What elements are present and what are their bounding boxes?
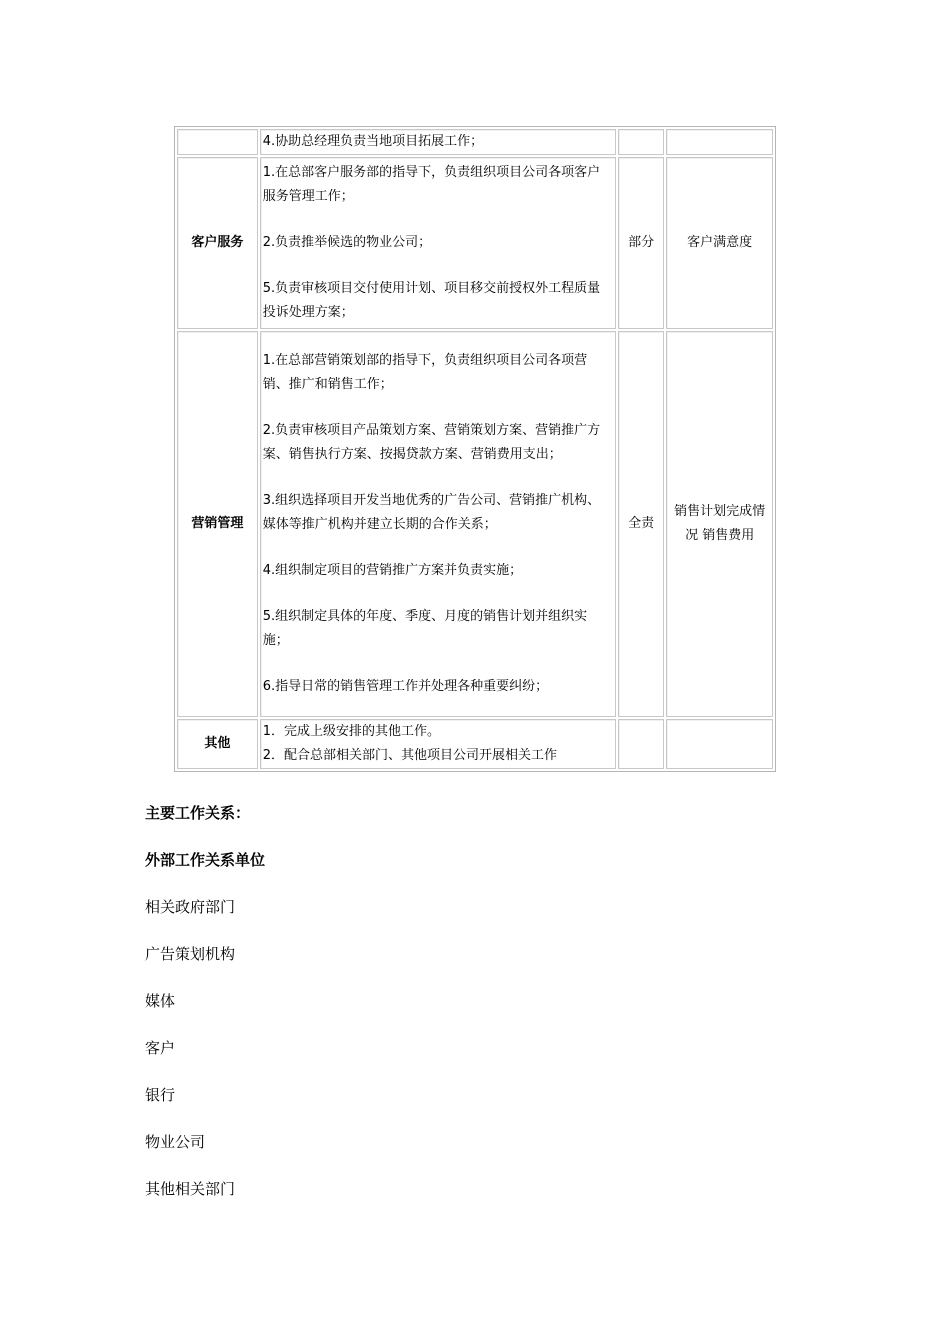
responsibility-cell (618, 719, 665, 769)
kpi-cell (666, 129, 773, 155)
responsibility-cell: 部分 (618, 157, 665, 329)
external-relations-heading: 外部工作关系单位 (145, 851, 266, 869)
duty-item: 6.指导日常的销售管理工作并处理各种重要纠纷； (262, 679, 549, 694)
table-row (177, 157, 773, 329)
external-unit: 其他相关部门 (145, 1180, 236, 1198)
external-unit: 物业公司 (145, 1133, 206, 1151)
category-cell: 营销管理 (177, 331, 258, 717)
responsibility-cell (618, 129, 665, 155)
duty-item: 2.负责推举候选的物业公司； (262, 235, 432, 250)
table-row (177, 719, 773, 769)
category-cell: 其他 (177, 719, 258, 769)
table-row (177, 331, 773, 717)
duty-item: 5.组织制定具体的年度、季度、月度的销售计划并组织实施； (262, 609, 588, 648)
duty-cell (260, 157, 616, 329)
external-unit: 银行 (145, 1086, 176, 1104)
duty-item: 2．配合总部相关部门、其他项目公司开展相关工作 (262, 748, 558, 763)
external-unit: 广告策划机构 (145, 945, 236, 963)
kpi-cell (666, 719, 773, 769)
external-unit: 相关政府部门 (145, 898, 236, 916)
responsibility-cell: 全责 (618, 331, 665, 717)
duty-item: 1．完成上级安排的其他工作。 (262, 724, 441, 739)
duty-table (174, 126, 776, 772)
kpi-cell (666, 331, 773, 717)
table-row (177, 129, 773, 155)
duty-cell (260, 331, 616, 717)
relations-heading: 主要工作关系： (145, 804, 251, 822)
external-unit: 客户 (145, 1039, 176, 1057)
duty-item: 1.在总部营销策划部的指导下，负责组织项目公司各项营销、推广和销售工作； (262, 353, 588, 392)
external-unit: 媒体 (145, 992, 176, 1010)
category-cell: 客户服务 (177, 157, 258, 329)
duty-cell (260, 129, 616, 155)
duty-item: 4.组织制定项目的营销推广方案并负责实施； (262, 563, 523, 578)
duty-item: 5.负责审核项目交付使用计划、项目移交前授权外工程质量投诉处理方案； (262, 281, 601, 320)
duty-item: 1.在总部客户服务部的指导下，负责组织项目公司各项客户服务管理工作； (262, 165, 601, 204)
duty-item: 4.协助总经理负责当地项目拓展工作； (262, 134, 484, 149)
duty-item: 3.组织选择项目开发当地优秀的广告公司、营销推广机构、媒体等推广机构并建立长期的合作关系； (262, 493, 601, 532)
duty-item: 2.负责审核项目产品策划方案、营销策划方案、营销推广方案、销售执行方案、按揭贷款方案、营销费用支出； (262, 423, 601, 462)
kpi-text: 销售计划完成情况 销售费用 (674, 504, 766, 543)
duty-cell (260, 719, 616, 769)
category-cell (177, 129, 258, 155)
kpi-cell: 客户满意度 (666, 157, 773, 329)
